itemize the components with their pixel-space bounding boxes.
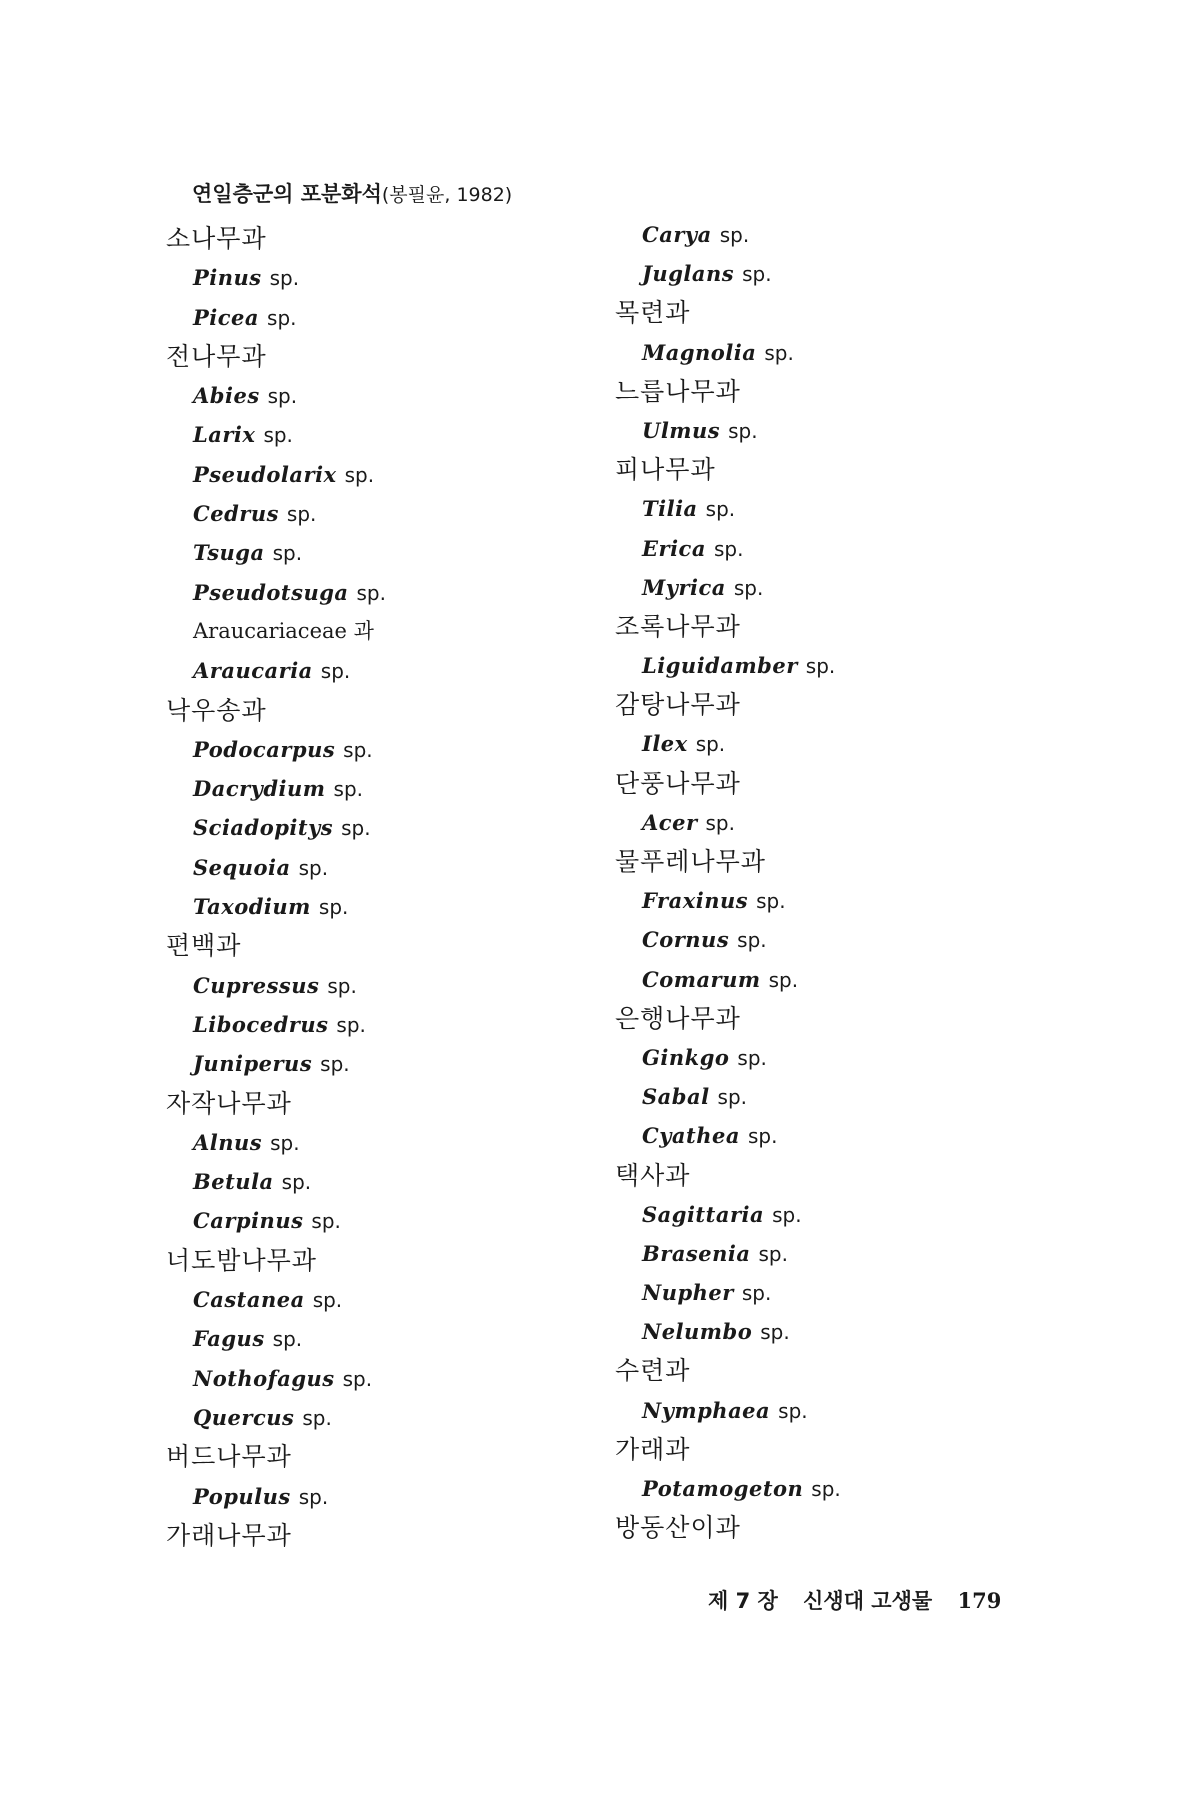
genus-name: Magnolia [642, 339, 757, 365]
genus-entry [166, 1123, 386, 1162]
species-suffix: sp. [705, 810, 735, 835]
species-suffix: sp. [717, 1085, 748, 1110]
genus-entry [166, 415, 386, 454]
genus-name: Comarum [642, 966, 761, 992]
genus-entry [166, 966, 386, 1005]
species-suffix: sp. [267, 384, 298, 409]
species-suffix: sp. [805, 654, 836, 679]
species-suffix: sp. [741, 1281, 772, 1306]
family-heading: 물푸레나무과 [615, 847, 766, 876]
genus-entry [615, 1273, 841, 1312]
family-heading: 은행나무과 [615, 1003, 741, 1033]
species-suffix: sp. [733, 575, 764, 600]
footer-title: 신생대 고생물 [803, 1589, 933, 1613]
species-suffix: sp. [728, 418, 758, 443]
genus-name: Libocedrus [193, 1011, 329, 1037]
genus-entry [166, 376, 386, 415]
genus-entry [615, 1077, 841, 1116]
species-suffix: sp. [742, 262, 772, 287]
species-suffix: sp. [737, 1045, 767, 1070]
genus-name: Liguidamber [642, 653, 798, 679]
footer-chapter: 제 7 장 [708, 1589, 778, 1613]
genus-name: Alnus [193, 1129, 263, 1155]
species-suffix: sp. [302, 1405, 332, 1430]
genus-name: Cupressus [193, 972, 320, 998]
genus-entry [615, 1469, 841, 1508]
genus-entry [615, 333, 841, 372]
family-heading: 수련과 [615, 1356, 691, 1386]
genus-name: Nelumbo [642, 1319, 753, 1345]
species-suffix: sp. [758, 1241, 788, 1266]
genus-entry [166, 848, 386, 887]
species-suffix: sp. [298, 855, 329, 880]
genus-name: Potamogeton [642, 1476, 804, 1501]
species-suffix: sp. [737, 928, 767, 953]
species-suffix: sp. [263, 423, 293, 448]
species-suffix: sp. [811, 1477, 841, 1501]
genus-entry [166, 1319, 386, 1358]
genus-entry [166, 1359, 386, 1398]
genus-name: Erica [642, 535, 706, 561]
genus-name: Juniperus [193, 1051, 313, 1077]
species-suffix: sp. [298, 1484, 329, 1509]
genus-entry [166, 1201, 386, 1240]
genus-name: Fraxinus [642, 888, 749, 914]
species-suffix: sp. [286, 502, 317, 527]
species-suffix: sp. [705, 497, 736, 522]
genus-entry [615, 881, 841, 920]
genus-entry [166, 1477, 386, 1516]
species-suffix: sp. [756, 889, 786, 914]
species-suffix: sp. [719, 223, 750, 247]
genus-entry [615, 724, 841, 763]
species-suffix: sp. [312, 1288, 343, 1313]
genus-name: Nupher [642, 1280, 734, 1306]
species-suffix: sp. [747, 1124, 778, 1149]
species-suffix: sp. [327, 973, 357, 998]
genus-entry [166, 494, 386, 533]
genus-entry [615, 568, 841, 607]
species-suffix: sp. [772, 1202, 802, 1227]
genus-entry [615, 489, 841, 528]
genus-entry [166, 258, 386, 297]
genus-name: Myrica [642, 574, 726, 600]
family-entry: Araucariaceae 과 [193, 618, 374, 643]
family-heading: 자작나무과 [166, 1088, 292, 1118]
species-suffix: sp. [342, 1366, 373, 1391]
genus-name: Podocarpus [193, 736, 336, 762]
genus-name: Pseudotsuga [193, 579, 349, 605]
species-suffix: sp. [311, 1209, 341, 1234]
genus-entry [615, 1312, 841, 1351]
family-heading: 가래과 [615, 1434, 691, 1464]
species-suffix: sp. [764, 340, 794, 365]
genus-name: Abies [193, 383, 260, 409]
genus-name: Ilex [642, 731, 688, 757]
genus-entry [166, 298, 386, 337]
genus-name: Cedrus [193, 501, 279, 527]
species-suffix: sp. [768, 967, 799, 992]
family-heading: 소나무과 [166, 224, 267, 253]
genus-entry [615, 1391, 841, 1430]
genus-entry [166, 1044, 386, 1083]
genus-name: Brasenia [642, 1240, 751, 1266]
species-suffix: sp. [267, 305, 297, 330]
family-heading: 버드나무과 [166, 1442, 292, 1472]
genus-entry [615, 1195, 841, 1234]
genus-name: Araucaria [193, 658, 313, 684]
species-suffix: sp. [320, 659, 351, 684]
genus-entry [615, 215, 841, 254]
genus-entry [615, 920, 841, 959]
genus-entry [166, 651, 386, 690]
genus-entry [615, 960, 841, 999]
title-main: 연일층군의 포분화석 [192, 182, 382, 206]
family-heading: 방동산이과 [615, 1513, 741, 1543]
species-suffix: sp. [695, 732, 726, 757]
species-suffix: sp. [270, 1130, 300, 1155]
genus-name: Nothofagus [193, 1365, 335, 1391]
genus-name: Cyathea [642, 1123, 740, 1149]
species-suffix: sp. [281, 1170, 312, 1195]
genus-entry [166, 730, 386, 769]
genus-entry [615, 254, 841, 293]
genus-name: Taxodium [193, 894, 311, 920]
genus-entry [166, 455, 386, 494]
genus-name: Castanea [193, 1287, 305, 1313]
species-suffix: sp. [336, 1012, 366, 1037]
family-heading: 택사과 [615, 1160, 691, 1190]
genus-name: Sabal [642, 1084, 710, 1110]
family-heading: 전나무과 [166, 341, 267, 371]
genus-entry [166, 887, 386, 926]
genus-entry [615, 1038, 841, 1077]
genus-entry [166, 1398, 386, 1437]
genus-entry [615, 1116, 841, 1155]
family-heading: 목련과 [615, 298, 691, 328]
genus-entry [166, 1280, 386, 1319]
family-heading: 피나무과 [615, 455, 716, 485]
genus-entry [615, 1234, 841, 1273]
genus-name: Sagittaria [642, 1201, 765, 1227]
genus-name: Fagus [193, 1326, 265, 1352]
genus-name: Dacrydium [193, 776, 326, 802]
species-suffix: sp. [318, 895, 349, 920]
species-suffix: sp. [778, 1398, 808, 1423]
genus-name: Sciadopitys [193, 815, 334, 841]
genus-name: Carya [642, 222, 712, 247]
title-citation: (봉필윤, 1982) [381, 184, 513, 206]
genus-name: Cornus [642, 927, 730, 953]
genus-name: Ulmus [642, 417, 721, 443]
genus-name: Pinus [193, 265, 262, 291]
family-heading: 낙우송과 [166, 695, 267, 725]
genus-entry [166, 533, 386, 572]
family-heading: 조록나무과 [615, 611, 741, 641]
species-suffix: sp. [320, 1052, 350, 1077]
family-heading: 감탕나무과 [615, 690, 741, 720]
genus-entry [615, 646, 841, 685]
page-title [192, 178, 512, 208]
genus-entry [166, 808, 386, 847]
genus-name: Quercus [193, 1404, 295, 1430]
genus-name: Juglans [642, 261, 735, 287]
genus-name: Pseudolarix [193, 461, 337, 487]
species-suffix: sp. [760, 1320, 790, 1345]
genus-name: Sequoia [193, 854, 291, 880]
genus-entry [615, 411, 841, 450]
page-number: 179 [957, 1588, 1002, 1613]
genus-name: Picea [193, 304, 260, 330]
genus-entry [166, 573, 386, 612]
right-column-list [615, 215, 841, 1547]
genus-name: Betula [193, 1169, 274, 1195]
page-footer [708, 1585, 1001, 1615]
species-suffix: sp. [344, 462, 375, 487]
genus-name: Larix [193, 422, 256, 448]
left-column-list [166, 219, 386, 1555]
genus-name: Ginkgo [642, 1044, 730, 1070]
species-suffix: sp. [269, 266, 300, 291]
genus-entry [166, 769, 386, 808]
genus-name: Tilia [642, 496, 698, 522]
species-suffix: sp. [713, 536, 744, 561]
genus-name: Carpinus [193, 1208, 304, 1234]
genus-name: Tsuga [193, 540, 265, 566]
species-suffix: sp. [272, 541, 303, 566]
genus-entry [166, 1005, 386, 1044]
species-suffix: sp. [341, 816, 371, 841]
genus-name: Acer [642, 809, 698, 835]
species-suffix: sp. [343, 737, 373, 762]
genus-name: Populus [193, 1483, 291, 1509]
genus-name: Nymphaea [642, 1397, 771, 1423]
species-suffix: sp. [356, 580, 386, 605]
family-heading: 단풍나무과 [615, 768, 741, 798]
species-suffix: sp. [272, 1327, 303, 1352]
genus-entry [615, 803, 841, 842]
genus-entry [615, 529, 841, 568]
family-heading: 편백과 [166, 931, 242, 961]
family-heading: 느릅나무과 [615, 376, 741, 406]
species-suffix: sp. [333, 777, 364, 802]
family-heading: 너도밤나무과 [166, 1245, 317, 1275]
genus-entry [166, 1162, 386, 1201]
family-heading: 가래나무과 [166, 1520, 292, 1550]
